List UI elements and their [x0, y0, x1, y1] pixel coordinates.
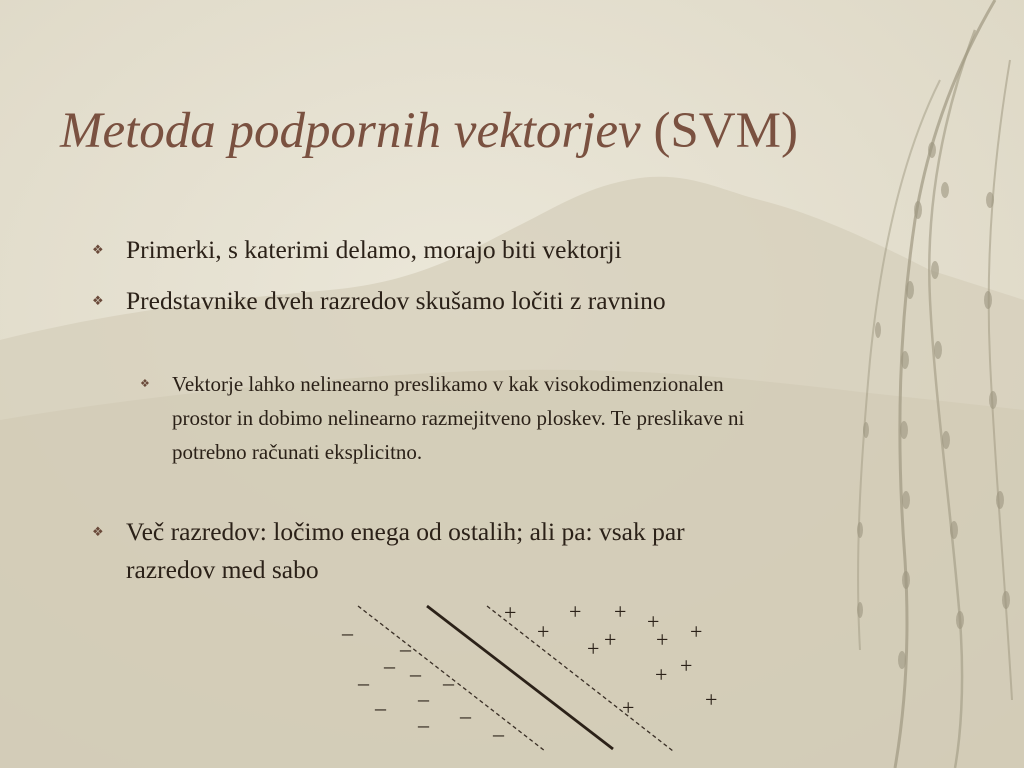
bullet-1: [92, 231, 772, 269]
plus-point: +: [569, 599, 582, 624]
slide-title-rest: (SVM): [640, 103, 798, 159]
minus-point: –: [418, 712, 429, 737]
plus-point: +: [656, 627, 669, 652]
margin-line-right: [487, 606, 673, 751]
separating-hyperplane: [427, 606, 613, 749]
bullet-3-marker-icon: ❖: [92, 525, 104, 540]
bullet-2-text: Predstavnike dveh razredov skušamo ločiti z ravnino: [126, 286, 666, 315]
plus-point: +: [537, 619, 550, 644]
plus-point: +: [690, 619, 703, 644]
minus-point: –: [460, 703, 471, 728]
plus-point: +: [604, 627, 617, 652]
slide-title-italic: Metoda podpornih vektorjev: [60, 103, 641, 159]
bullet-2: [92, 282, 752, 320]
plus-point: +: [587, 636, 600, 661]
bullet-3-text: Več razredov: ločimo enega od ostalih; ali pa: vsak par razredov med sabo: [126, 517, 685, 584]
sub-bullet-marker-icon: ❖: [140, 377, 150, 390]
minus-point: –: [443, 670, 454, 695]
plus-point: +: [655, 662, 668, 687]
minus-point: –: [418, 686, 429, 711]
bullet-1-text: Primerki, s katerimi delamo, morajo biti vektorji: [126, 235, 622, 264]
slide-title: [60, 102, 798, 160]
minus-point: –: [342, 620, 353, 645]
minus-point: –: [493, 721, 504, 746]
sub-bullet-2-1-text: Vektorje lahko nelinearno preslikamo v kak visokodimenzionalen prostor in dobimo nelinearno razmejitveno ploskev. Te preslikave ni potrebno računati eksplicitno.: [172, 372, 745, 464]
minus-point: –: [384, 653, 395, 678]
bullet-2-marker-icon: ❖: [92, 294, 104, 309]
svm-separation-diagram: [330, 596, 750, 766]
bullet-1-marker-icon: ❖: [92, 243, 104, 258]
plus-point: +: [504, 600, 517, 625]
plus-point: +: [622, 695, 635, 720]
sub-bullet-2-1: [140, 367, 760, 469]
minus-point: –: [410, 661, 421, 686]
bullet-3: [92, 513, 792, 589]
plus-point: +: [614, 599, 627, 624]
plus-point: +: [680, 653, 693, 678]
plus-point: +: [647, 609, 660, 634]
minus-point: –: [375, 695, 386, 720]
plus-point: +: [705, 687, 718, 712]
minus-point: –: [358, 670, 369, 695]
minus-point: –: [400, 636, 411, 661]
